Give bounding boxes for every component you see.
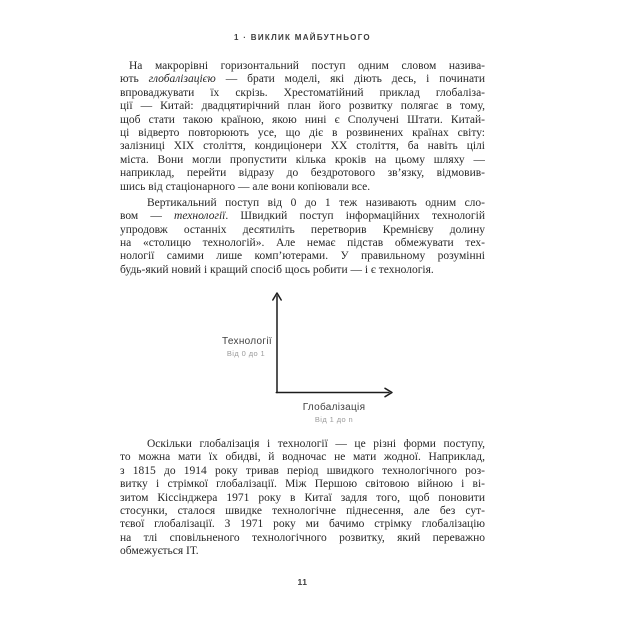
paragraph (120, 197, 485, 277)
y-axis-label: Технології (222, 336, 272, 347)
text-line: з 1815 до 1914 року тривав період швидкого технологічного роз- (120, 464, 485, 477)
text-line: ці відверто повторюють усе, що діє в розвинених країнах світу: (120, 126, 485, 139)
y-axis-arrowhead-icon (273, 293, 281, 300)
text-line: будь-який новий і кращий спосіб щось робити — і є технологія. (120, 263, 434, 276)
text-line: витку і стрімкої глобалізації. Між Першою світовою війною і ві- (120, 478, 485, 491)
paragraph (120, 60, 485, 194)
x-axis-label: Глобалізація (302, 402, 366, 413)
text-line: ють глобалізацією — брати моделі, які діють десь, і починати (120, 73, 485, 86)
text-line: Вертикальний поступ від 0 до 1 теж називають одним сло- (147, 196, 485, 209)
paragraph (120, 438, 485, 559)
text-line: щоб стати такою країною, якою нині є Сполучені Штати. Китай- (120, 113, 485, 126)
body-text-after-figure (120, 438, 485, 559)
running-header: 1 · ВИКЛИК МАЙБУТНЬОГО (234, 33, 371, 42)
text-line: вом — технології. Швидкий поступ інформаційних технологій (120, 210, 485, 223)
text-line: тєвої глобалізації. З 1971 року ми бачимо стрімку глобалізацію (120, 518, 485, 531)
page-number: 11 (297, 577, 308, 587)
text-line: упродовж останніх десятиліть перетворив Кремнієву долину (120, 223, 485, 236)
text-line: нології самими лише комп’ютерами. У правильному розумінні (120, 250, 485, 263)
text-line: на «столицю технологій». Але немає підстав обмежувати тех- (120, 237, 485, 250)
text-line: наприклад, перейти відразу до бездротового зв’язку, відмовив- (120, 167, 485, 180)
text-line: впроваджувати їх скрізь. Хрестоматійний приклад глобаліза- (120, 86, 485, 99)
text-line: обмежується ІТ. (120, 545, 199, 558)
x-axis-arrowhead-icon (385, 388, 392, 396)
body-text-before-figure (120, 60, 485, 277)
text-line: На макрорівні горизонтальний поступ одним словом назива- (129, 60, 485, 72)
text-line: шись від стаціонарного — але вони копіювали все. (120, 180, 371, 193)
text-line: зитом Кіссінджера 1971 року в Китаї задля того, щоб поновити (120, 491, 485, 504)
text-line: то можна мати їх обидві, й водночас не мати жодної. Наприклад, (120, 451, 485, 464)
text-line: залізниці XIX століття, кондиціонери XX століття, ба навіть цілі (120, 140, 485, 153)
text-line: на тлі сповільненого технологічного розвитку, який переважно (120, 531, 485, 544)
x-axis-sublabel: Від 1 до n (314, 415, 354, 424)
text-line: міста. Вони могли пропустити кілька кроків на цьому шляху — (120, 153, 485, 166)
text-line: ції — Китай: двадцятирічний план його розвитку полягає в тому, (120, 100, 485, 113)
y-axis-sublabel: Від 0 до 1 (226, 349, 266, 358)
text-line: стосунки, сталося швидке технологічне піднесення, але без сут- (120, 504, 485, 517)
text-line: Оскільки глобалізація і технології — це різні форми поступу, (147, 438, 485, 450)
